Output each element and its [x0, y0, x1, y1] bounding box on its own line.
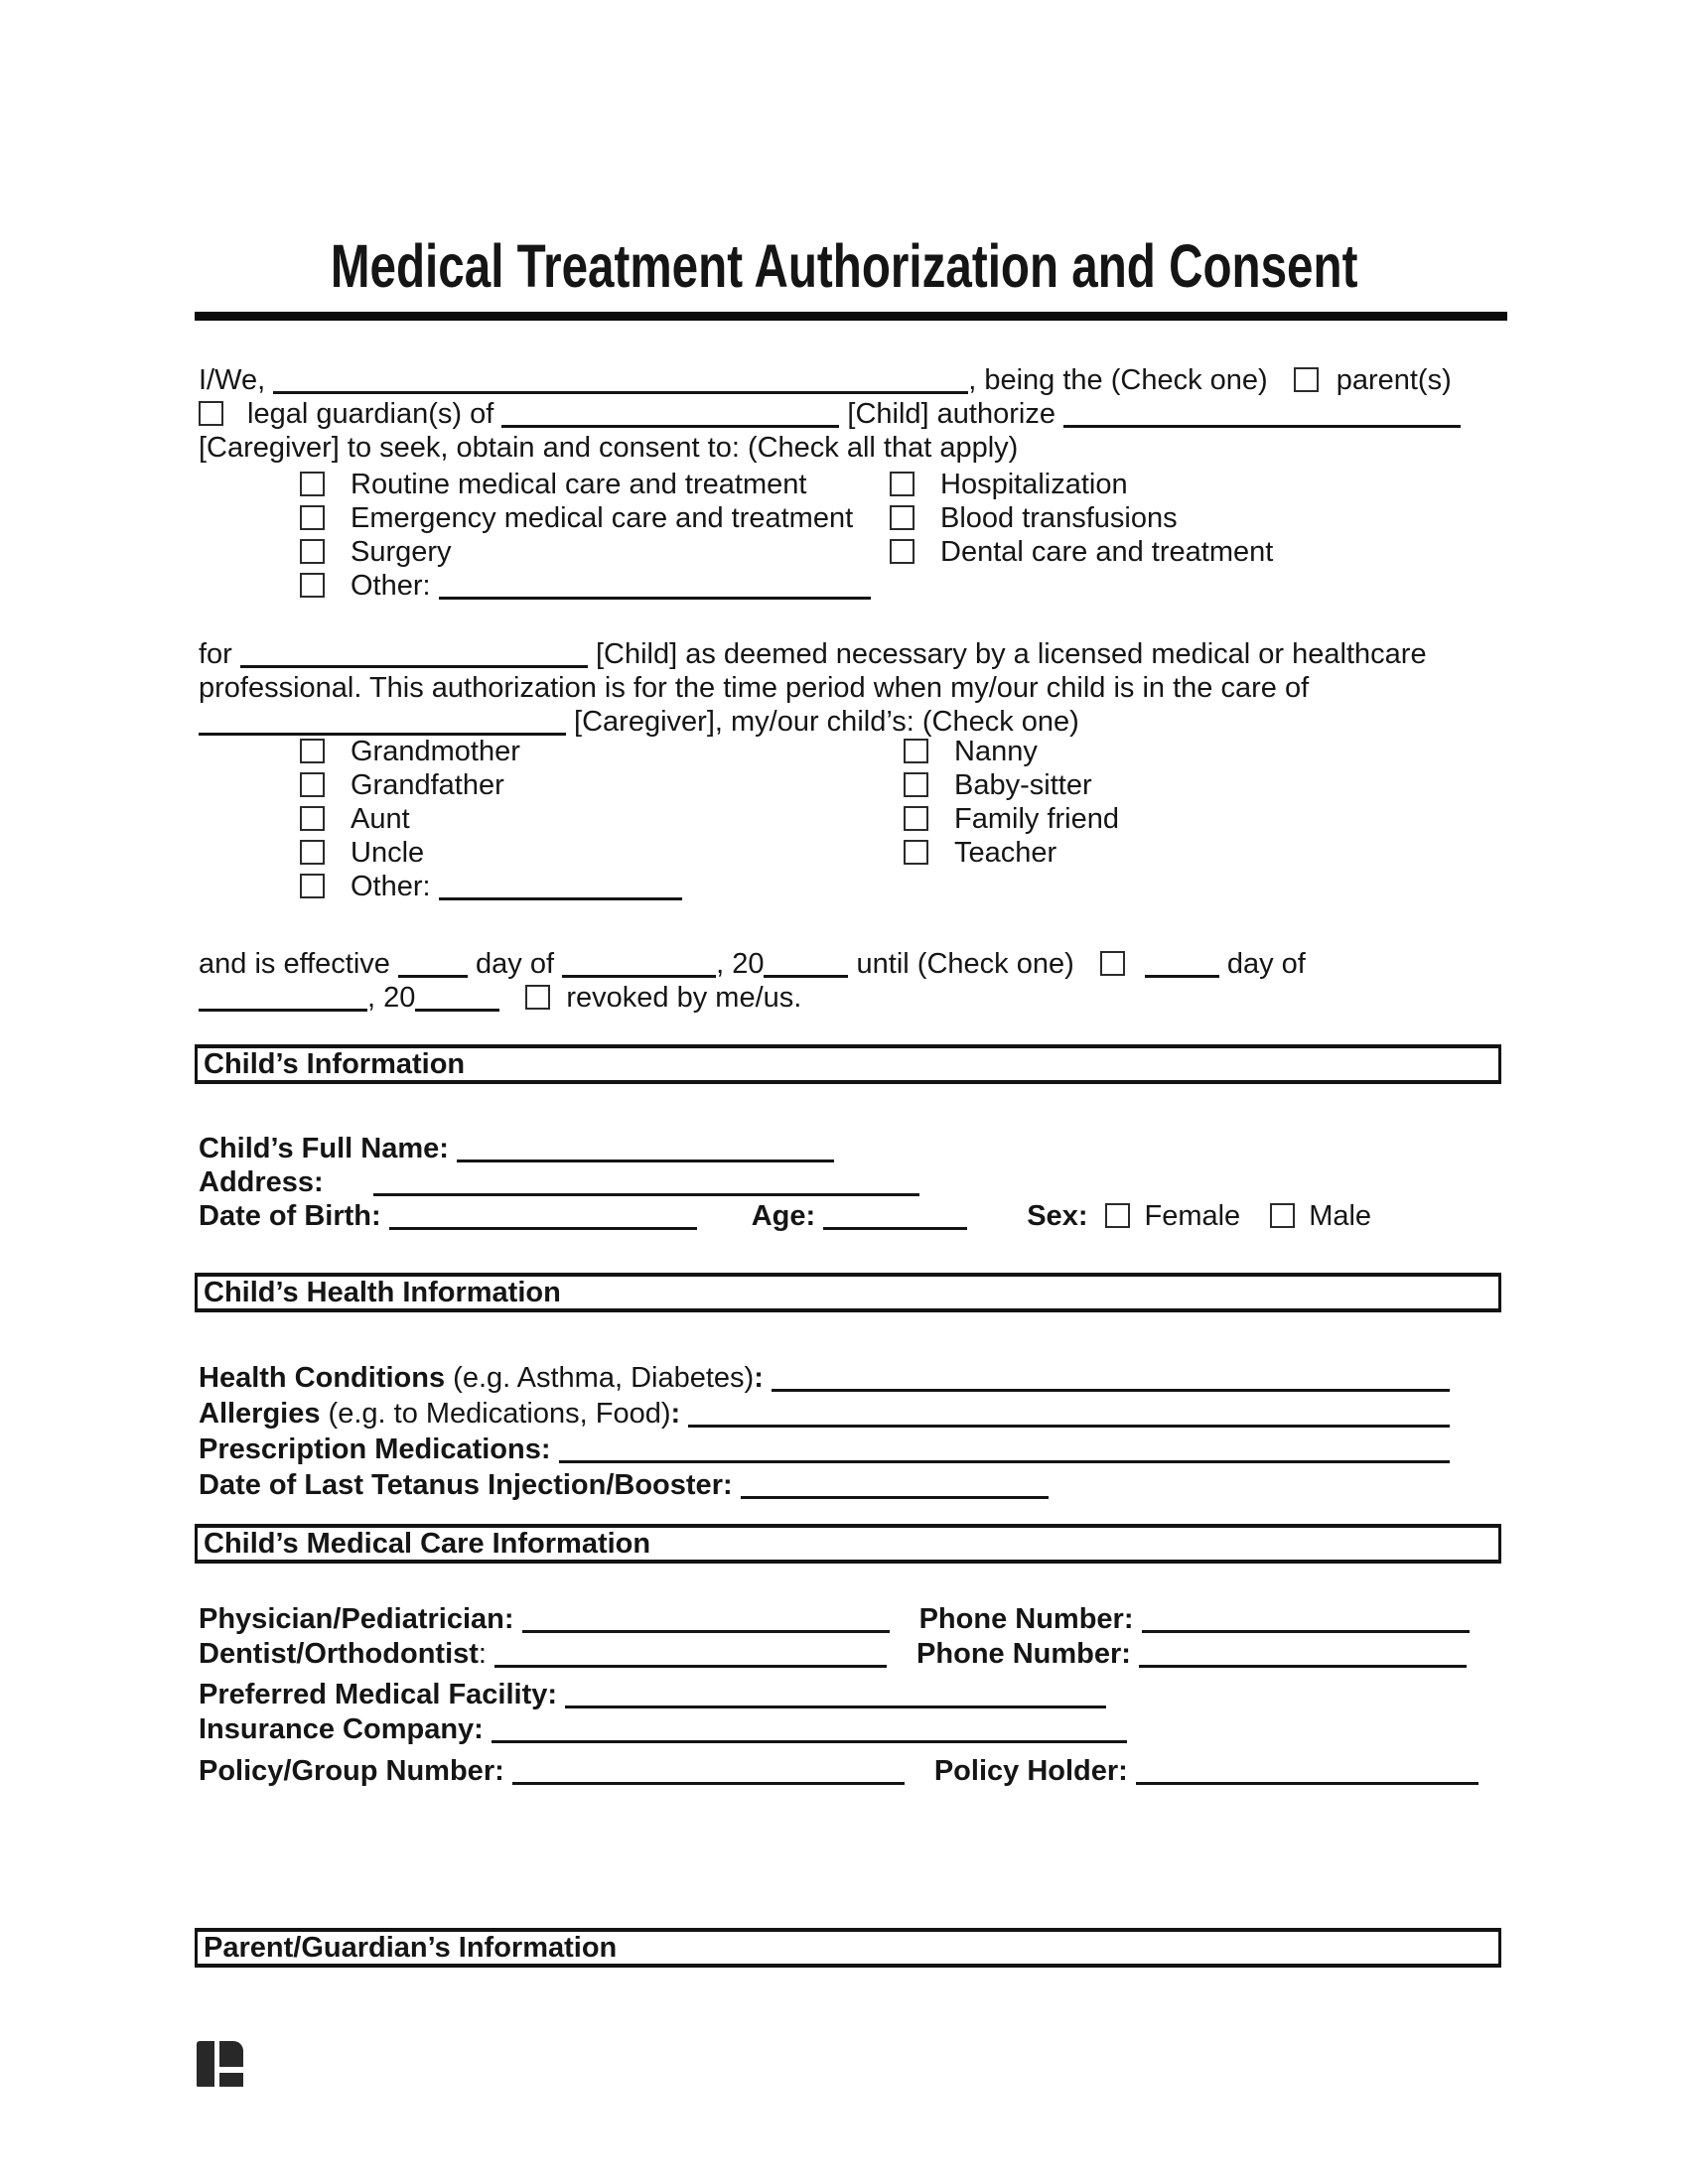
- field-row-insurance: [199, 1712, 1478, 1746]
- legaltemplates-logo: [197, 2041, 243, 2088]
- option-label: Baby-sitter: [954, 769, 1092, 801]
- field-row-health-conditions: [199, 1360, 1450, 1396]
- option-label: Other:: [351, 570, 439, 602]
- field-label: Policy/Group Number:: [199, 1755, 512, 1787]
- section-heading: Child’s Medical Care Information: [204, 1527, 651, 1560]
- option-label: Hospitalization: [940, 469, 1128, 500]
- scope-text: [Caregiver], my/our child’s: (Check one): [566, 706, 1079, 738]
- field-label: Preferred Medical Facility:: [199, 1679, 566, 1710]
- scope-text: [Child] as deemed necessary by a licensed medical or healthcare: [587, 638, 1427, 670]
- checkbox-aunt[interactable]: [300, 806, 325, 831]
- field-row-tetanus: [199, 1467, 1450, 1503]
- effective-text: , 20: [367, 982, 416, 1014]
- field-label: Health Conditions: [199, 1362, 446, 1394]
- scope-line-2: [199, 671, 1427, 705]
- checkbox-until-date[interactable]: [1100, 951, 1125, 976]
- blank-relationship-other[interactable]: [439, 897, 682, 900]
- section-heading: Child’s Health Information: [204, 1276, 561, 1308]
- blank-child-name-2[interactable]: [240, 665, 588, 668]
- field-label: Address:: [199, 1166, 324, 1198]
- blank-start-day[interactable]: [398, 975, 468, 978]
- field-row-facility: [199, 1678, 1478, 1711]
- field-row-dob-age-sex: [199, 1199, 1371, 1233]
- field-label: :: [478, 1638, 495, 1670]
- blank-policy-holder[interactable]: [1136, 1782, 1478, 1785]
- intro-text: I/We,: [199, 364, 274, 396]
- effective-text: until (Check one): [848, 948, 1074, 980]
- scope-line-1: [199, 637, 1427, 671]
- option-label: Grandfather: [351, 769, 504, 801]
- intro-text: [Caregiver] to seek, obtain and consent to: (Check all that apply): [199, 432, 1019, 464]
- blank-insurance[interactable]: [492, 1740, 1127, 1743]
- field-label: Prescription Medications:: [199, 1433, 559, 1465]
- blank-physician-phone[interactable]: [1142, 1630, 1470, 1633]
- blank-start-year[interactable]: [764, 975, 848, 978]
- care-info-fields: [199, 1602, 1478, 1788]
- blank-start-month[interactable]: [562, 975, 716, 978]
- option-female-label: Female: [1144, 1200, 1241, 1232]
- intro-line-2: [199, 397, 1461, 431]
- option-label: Grandmother: [351, 736, 520, 767]
- blank-dentist[interactable]: [494, 1665, 887, 1668]
- field-label: Date of Last Tetanus Injection/Booster:: [199, 1469, 741, 1501]
- field-label: Sex:: [1027, 1200, 1088, 1232]
- effective-line-1: [199, 947, 1306, 981]
- scope-line-3: [199, 705, 1427, 739]
- field-label: :: [754, 1362, 772, 1394]
- option-legal-guardian-label: legal guardian(s) of: [247, 398, 502, 430]
- option-label: Other:: [351, 871, 439, 902]
- page-title-wrap: [0, 232, 1688, 300]
- effective-paragraph: [199, 947, 1306, 1015]
- blank-date-of-birth[interactable]: [389, 1227, 697, 1230]
- effective-text: , 20: [716, 948, 765, 980]
- option-label: Emergency medical care and treatment: [351, 502, 854, 534]
- blank-child-address[interactable]: [373, 1193, 919, 1196]
- blank-parent-names[interactable]: [273, 391, 968, 394]
- field-row-allergies: [199, 1396, 1450, 1432]
- checkbox-family-friend[interactable]: [904, 806, 928, 831]
- logo-left-bar: [197, 2041, 214, 2087]
- blank-consent-other[interactable]: [439, 597, 871, 600]
- option-label: Nanny: [954, 736, 1038, 767]
- field-label: Phone Number:: [916, 1638, 1140, 1670]
- checkbox-routine-care[interactable]: [300, 472, 325, 496]
- checkbox-parent[interactable]: [1294, 367, 1319, 392]
- field-label-hint: (e.g. to Medications, Food): [320, 1398, 671, 1430]
- blank-policy-number[interactable]: [512, 1782, 905, 1785]
- relationship-options-group: [300, 735, 1119, 903]
- field-row-dentist: [199, 1637, 1478, 1671]
- field-label: Policy Holder:: [933, 1755, 1136, 1787]
- page-title: Medical Treatment Authorization and Consent: [330, 232, 1358, 300]
- blank-medications[interactable]: [559, 1460, 1450, 1463]
- blank-allergies[interactable]: [688, 1425, 1450, 1428]
- section-header-health-info: [195, 1273, 1501, 1312]
- checkbox-until-revoked[interactable]: [525, 985, 550, 1010]
- intro-line-3: [199, 431, 1461, 465]
- blank-end-month[interactable]: [199, 1009, 367, 1012]
- field-label-hint: (e.g. Asthma, Diabetes): [445, 1362, 755, 1394]
- option-label: Family friend: [954, 803, 1119, 835]
- checkbox-consent-other[interactable]: [300, 573, 325, 598]
- blank-caregiver-name[interactable]: [1063, 425, 1461, 428]
- field-row-address: [199, 1165, 1371, 1199]
- intro-text: , being the (Check one): [968, 364, 1268, 396]
- checkbox-male[interactable]: [1270, 1203, 1295, 1228]
- field-label: Physician/Pediatrician:: [199, 1603, 522, 1635]
- checkbox-female[interactable]: [1105, 1203, 1130, 1228]
- field-row-full-name: [199, 1132, 1371, 1165]
- child-info-fields: [199, 1132, 1371, 1233]
- checkbox-dental-care[interactable]: [890, 539, 914, 564]
- effective-text: revoked by me/us.: [566, 982, 802, 1014]
- blank-tetanus-date[interactable]: [741, 1496, 1049, 1499]
- checkbox-uncle[interactable]: [300, 840, 325, 865]
- option-label: Teacher: [954, 837, 1057, 869]
- logo-bottom-right-block: [219, 2073, 243, 2087]
- checkbox-legal-guardian[interactable]: [199, 401, 223, 426]
- field-row-medications: [199, 1432, 1450, 1467]
- option-label: Blood transfusions: [940, 502, 1178, 534]
- section-header-child-info: [195, 1044, 1501, 1084]
- checkbox-emergency-care[interactable]: [300, 505, 325, 530]
- checkbox-hospitalization[interactable]: [890, 472, 914, 496]
- field-label: Dentist/Orthodontist: [199, 1638, 479, 1670]
- intro-text: [Child] authorize: [839, 398, 1063, 430]
- scope-text: for: [199, 638, 240, 670]
- checkbox-blood-transfusions[interactable]: [890, 505, 914, 530]
- blank-facility[interactable]: [565, 1706, 1106, 1708]
- effective-line-2: [199, 981, 1306, 1015]
- effective-text: and is effective: [199, 948, 398, 980]
- checkbox-surgery[interactable]: [300, 539, 325, 564]
- field-label: Child’s Full Name:: [199, 1133, 457, 1164]
- effective-text: day of: [1218, 948, 1306, 980]
- blank-end-year[interactable]: [415, 1009, 499, 1012]
- field-label: Allergies: [199, 1398, 321, 1430]
- blank-child-name[interactable]: [501, 425, 839, 428]
- checkbox-relationship-other[interactable]: [300, 874, 325, 898]
- scope-paragraph: [199, 637, 1427, 739]
- option-label: Aunt: [351, 803, 410, 835]
- section-heading: Child’s Information: [204, 1047, 466, 1080]
- title-rule: [195, 312, 1507, 321]
- blank-child-full-name[interactable]: [457, 1160, 834, 1162]
- field-label: Phone Number:: [918, 1603, 1142, 1635]
- checkbox-baby-sitter[interactable]: [904, 772, 928, 797]
- option-label: Surgery: [351, 536, 452, 568]
- field-row-physician: [199, 1602, 1478, 1636]
- blank-dentist-phone[interactable]: [1139, 1665, 1467, 1668]
- option-parent-label: parent(s): [1336, 364, 1452, 396]
- consent-options-group: [300, 468, 1273, 603]
- scope-text: professional. This authorization is for the time period when my/our child is in the care of: [199, 672, 1310, 704]
- intro-line-1: [199, 363, 1461, 397]
- checkbox-grandmother[interactable]: [300, 739, 325, 763]
- section-heading: Parent/Guardian’s Information: [204, 1931, 618, 1964]
- field-label: :: [670, 1398, 689, 1430]
- logo-top-right-block: [219, 2041, 243, 2067]
- checkbox-nanny[interactable]: [904, 739, 928, 763]
- option-label: Dental care and treatment: [940, 536, 1274, 568]
- option-male-label: Male: [1309, 1200, 1372, 1232]
- health-info-fields: [199, 1360, 1450, 1503]
- blank-health-conditions[interactable]: [772, 1389, 1450, 1392]
- blank-end-day[interactable]: [1145, 975, 1219, 978]
- field-label: Age:: [751, 1200, 824, 1232]
- section-header-parent-info: [195, 1928, 1501, 1968]
- blank-age[interactable]: [823, 1227, 967, 1230]
- intro-paragraph: [199, 363, 1461, 465]
- section-header-care-info: [195, 1524, 1501, 1564]
- field-row-policy: [199, 1754, 1478, 1788]
- blank-physician[interactable]: [522, 1630, 890, 1633]
- field-label: Insurance Company:: [199, 1713, 492, 1745]
- option-label: Uncle: [351, 837, 425, 869]
- checkbox-teacher[interactable]: [904, 840, 928, 865]
- checkbox-grandfather[interactable]: [300, 772, 325, 797]
- option-label: Routine medical care and treatment: [351, 469, 807, 500]
- field-label: Date of Birth:: [199, 1200, 389, 1232]
- effective-text: day of: [467, 948, 563, 980]
